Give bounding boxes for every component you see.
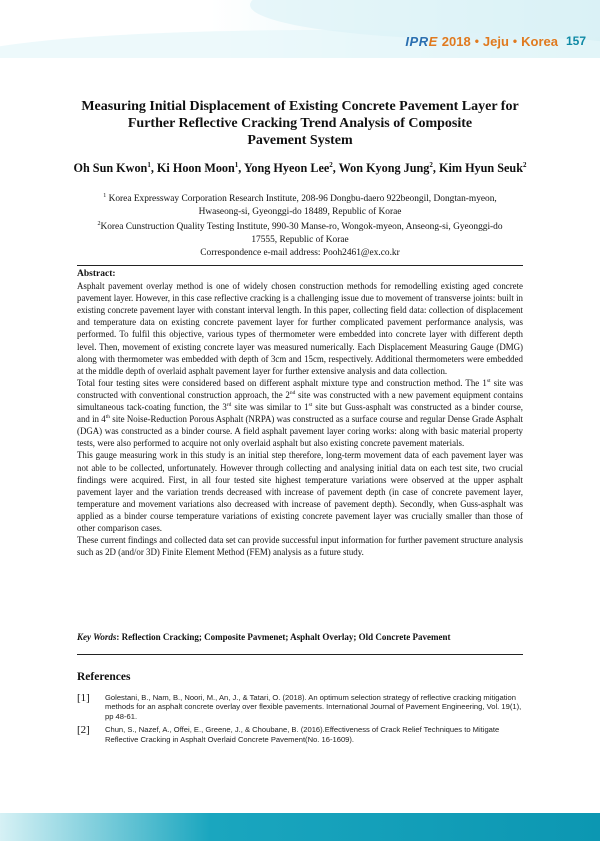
title-line: Measuring Initial Displacement of Existing Concrete Pavement Layer for [81, 99, 519, 114]
title-line: Further Reflective Cracking Trend Analysis of Composite [127, 116, 473, 131]
affiliations [80, 190, 520, 246]
reference-item [77, 725, 523, 744]
reference-list [77, 693, 523, 748]
author-affiliation-mark: 1 [147, 161, 151, 169]
author-affiliation-mark: 2 [429, 161, 433, 169]
divider [77, 265, 523, 266]
keywords-text: : Reflection Cracking; Composite Pavmenet; Asphalt Overlay; Old Concrete Pavement [116, 632, 451, 642]
author-name: Oh Sun Kwon [73, 161, 148, 176]
conference-country: Korea [521, 33, 558, 49]
header-band [0, 0, 600, 58]
abstract-paragraph: This gauge measuring work in this study is an initial step therefore, long-term movement data of each pavement layer was not able to be collected, unfortunately. However through collecting and analysing initial data on each test site, two crucial findings were acquired. First, in all four tested site highest temperature variations were observed at the upper asphalt pavement layer and the variation trends decreased with increase of pavement depth (in case of concrete pavement layer, temperature and movement variations also decreased with increase of pavement depth). Secondly, when Guss-asphalt was applied as a binder course temperature variations of existing concrete pavement layer was crucially smaller than those of other comparison cases. [77, 450, 523, 533]
author-name: Ki Hoon Moon [156, 161, 235, 176]
author-affiliation-mark: 2 [523, 161, 527, 169]
conference-logo: IPRE [405, 33, 438, 49]
footer-band [0, 813, 600, 841]
reference-text: Chun, S., Nazef, A., Offei, E., Greene, J., & Choubane, B. (2016).Effectiveness of Crack Relief Techniques to Mitigate Reflective Cracking in Asphalt Overlaid Concrete Pavement(No. 16-1609). [105, 725, 500, 744]
author-name: Won Kyong Jung [338, 161, 430, 176]
reference-text: Golestani, B., Nam, B., Noori, M., An, J., & Tatari, O. (2018). An optimum selection strategy of reflective cracking mitigation methods for an asphalt concrete overlay over flexible pavements. International Journal of Pavement Engineering, Vol. 19(1), pp 48-61. [105, 693, 522, 721]
separator-dot: • [474, 34, 479, 48]
abstract-paragraph: These current findings and collected data set can provide successful input information for further pavement structure analysis such as 2D (and/or 3D) Finite Element Method (FEM) analysis as a future study. [77, 535, 523, 558]
conference-brand [405, 32, 586, 50]
references-heading: References [77, 671, 131, 683]
paper-title [60, 98, 540, 149]
reference-number: [1] [77, 692, 90, 704]
affiliation-line: $^2$Korea Cunstruction Quality Testing Institute, 990-30 Manse-ro, Wongok-myeon, Anseong-si, Gyeonggi-do [97, 221, 503, 233]
affiliation-line: 17555, Republic of Korae [251, 234, 349, 245]
abstract-section [77, 268, 523, 558]
abstract-paragraph: Asphalt pavement overlay method is one of widely chosen construction methods for remodelling existing aged concrete pavement layer. However, in this case reflective cracking is a challenging issue due to movement of transverse joints: built in existing concrete pavement layer with constant interval length. In this paper, collecting field data: collection of displacement and temperature data on existing concrete pavement layer for further complicated pavement performance analysis, was performed. To fulfil this objective, various types of thermometer were embedded into concrete layer with different depth level. Then, movement of existing concrete layer was measured numerically. Each Displacement Measuring Gauge (DMG) along with thermometer was embedded with depth of 3cm and 15cm, respectively. Additional thermometers were embedded at the middle depth of overlaid asphalt pavement layer for further extensive analysis and data collection. [77, 281, 523, 376]
abstract-heading: Abstract: [77, 269, 116, 279]
separator-dot: • [512, 34, 518, 48]
correspondence-email: Correspondence e-mail address: Pooh2461@ex.co.kr [200, 248, 400, 258]
reference-number: [2] [77, 724, 90, 737]
author-affiliation-mark: 1 [234, 161, 239, 169]
conference-year: 2018 [441, 33, 471, 49]
author-affiliation-mark: 2 [329, 161, 333, 169]
reference-item [77, 693, 523, 721]
page-number: 157 [565, 34, 586, 48]
abstract-paragraph: Total four testing sites were considered based on different asphalt mixture type and construction method. The 1st site was constructed with conventional construction approach, the 2nd site was constructed with a new pavement equipment contains simultaneous tack-coating function, the 3rd site was similar to 1st site but Guss-asphalt was constructed as a binder course, and in 4th site Noise-Reduction Porous Asphalt (NRPA) was constructed as a surface course and regular Dense Grade Asphalt (DGA) was constructed as a binder course. A field asphalt pavement layer coring works: along with basic material property tests, were also performed to acquire not only overlaid asphalt but also existing concrete pavement materials. [77, 377, 524, 449]
keywords [77, 632, 523, 642]
author-list: Oh Sun Kwon$^1$, Ki Hoon Moon$^1$, Yong Hyeon Lee$^2$, Won Kyong Jung$^2$, Kim Hyun Seuk$^2$ [73, 161, 527, 176]
conference-city: Jeju [482, 33, 509, 49]
divider [77, 654, 523, 655]
affiliation-line: Hwaseong-si, Gyeonggi-do 18489, Republic of Korae [198, 206, 402, 217]
keywords-label: Key Words [77, 632, 117, 642]
affiliation-line: $^1$ Korea Expressway Corporation Research Institute, 208-96 Dongbu-daero 922beongil, Dongtan-myeon, [103, 193, 497, 205]
title-line: Pavement System [247, 133, 353, 148]
author-name: Kim Hyun Seuk [439, 161, 523, 176]
author-name: Yong Hyeon Lee [243, 161, 330, 176]
